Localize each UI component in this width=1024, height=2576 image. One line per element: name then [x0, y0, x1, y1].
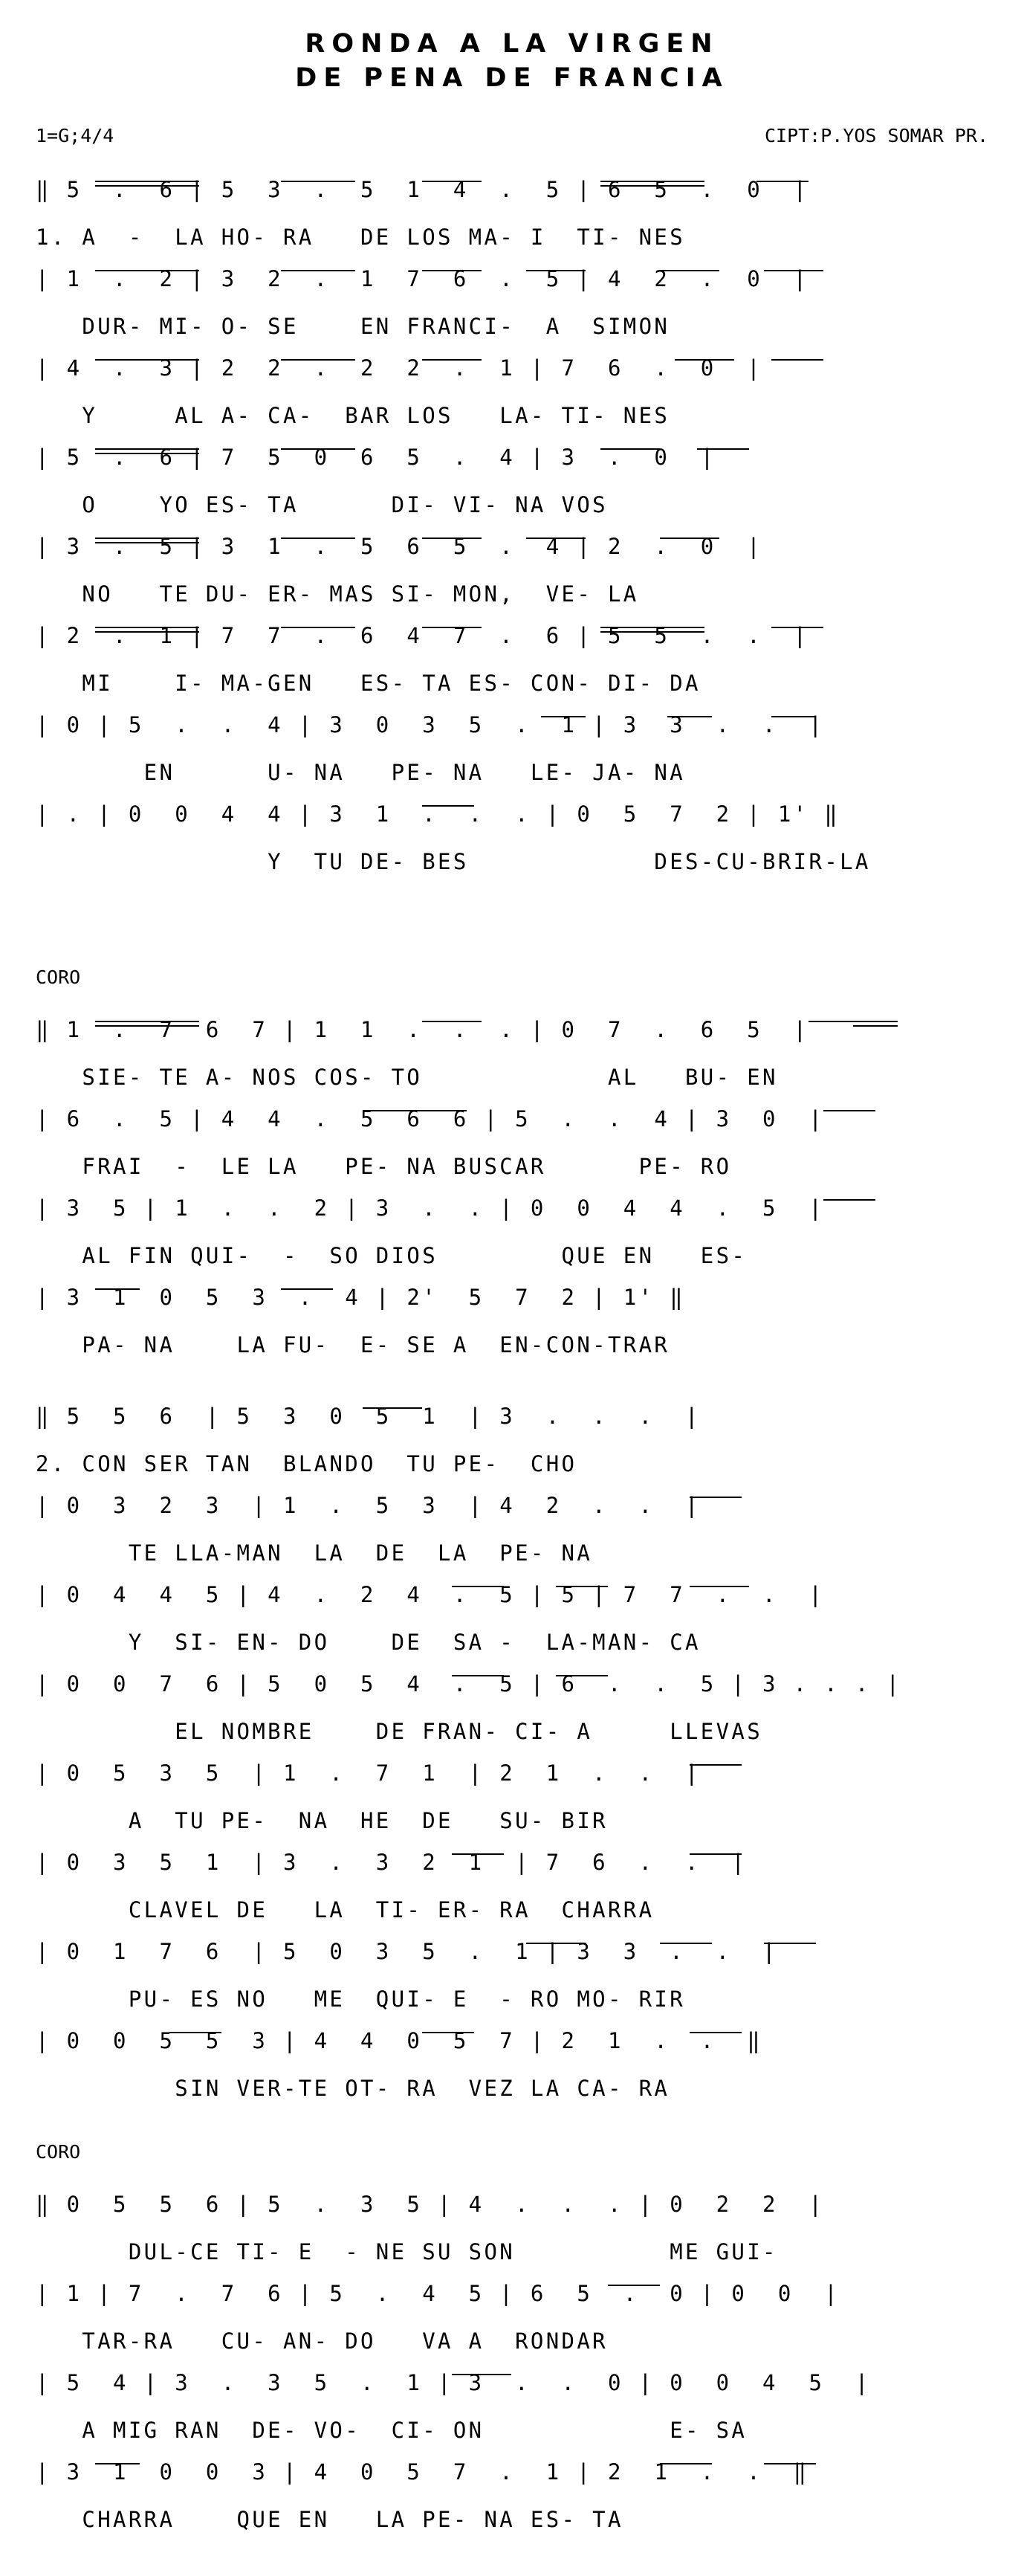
notation-line: | 3 1 0 0 3 | 4 0 5 7 . 1 | 2 1 . . ‖: [36, 2459, 809, 2485]
lyric-line: A MIG RAN DE- VO- CI- ON E- SA: [36, 2418, 748, 2443]
notation-line: | . | 0 0 4 4 | 3 1 . . . | 0 5 7 2 | 1' ‖: [36, 801, 840, 827]
notation-line: | 0 5 3 5 | 1 . 7 1 | 2 1 . . |: [36, 1760, 701, 1786]
notation-line: | 0 0 7 6 | 5 0 5 4 . 5 | 6 . . 5 | 3 . . . |: [36, 1671, 902, 1697]
lyric-line: SIN VER-TE OT- RA VEZ LA CA- RA: [36, 2076, 670, 2101]
lyric-line: 2. CON SER TAN BLANDO TU PE- CHO: [36, 1451, 577, 1476]
lyric-line: DUL-CE TI- E - NE SU SON ME GUI-: [36, 2239, 778, 2265]
notation-line: ‖ 0 5 5 6 | 5 . 3 5 | 4 . . . | 0 2 2 |: [36, 2192, 825, 2217]
credit-line: CIPT:P.YOS SOMAR PR.: [764, 125, 988, 146]
notation-line: | 0 4 4 5 | 4 . 2 4 . 5 | 5 | 7 7 . . |: [36, 1582, 825, 1607]
notation-line: | 5 . 6 | 7 5 0 6 5 . 4 | 3 . 0 |: [36, 445, 716, 470]
lyric-line: Y TU DE- BES DES-CU-BRIR-LA: [36, 849, 871, 874]
lyric-line: 1. A - LA HO- RA DE LOS MA- I TI- NES: [36, 225, 685, 250]
coro-label: CORO: [36, 966, 81, 988]
title-line-1: RONDA A LA VIRGEN: [305, 29, 719, 59]
lyric-line: Y AL A- CA- BAR LOS LA- TI- NES: [36, 403, 670, 428]
lyric-line: PU- ES NO ME QUI- E - RO MO- RIR: [36, 1986, 685, 2012]
notation-line: | 1 . 2 | 3 2 . 1 7 6 . 5 | 4 2 . 0 |: [36, 266, 809, 291]
lyric-line: DUR- MI- O- SE EN FRANCI- A SIMON: [36, 314, 670, 339]
lyric-line: EL NOMBRE DE FRAN- CI- A LLEVAS: [36, 1719, 763, 1744]
notation-line: | 0 1 7 6 | 5 0 3 5 . 1 | 3 3 . . |: [36, 1939, 778, 1964]
lyric-line: AL FIN QUI- - SO DIOS QUE EN ES-: [36, 1243, 748, 1268]
notation-line: ‖ 5 . 6 | 5 3 . 5 1 4 . 5 | 6 5 . 0 |: [36, 177, 809, 202]
lyric-line: PA- NA LA FU- E- SE A EN-CON-TRAR: [36, 1332, 670, 1358]
lyric-line: Y SI- EN- DO DE SA - LA-MAN- CA: [36, 1630, 701, 1655]
lyric-line: CLAVEL DE LA TI- ER- RA CHARRA: [36, 1897, 655, 1923]
notation-line: ‖ 1 . 7 6 7 | 1 1 . . . | 0 7 . 6 5 |: [36, 1017, 809, 1042]
lyric-line: CHARRA QUE EN LA PE- NA ES- TA: [36, 2507, 623, 2532]
lyric-line: MI I- MA-GEN ES- TA ES- CON- DI- DA: [36, 671, 701, 696]
lyric-line: TE LLA-MAN LA DE LA PE- NA: [36, 1540, 593, 1566]
title-line-2: DE PENA DE FRANCIA: [295, 63, 729, 93]
lyric-line: SIE- TE A- NOS COS- TO AL BU- EN: [36, 1065, 778, 1090]
notation-line: | 0 3 2 3 | 1 . 5 3 | 4 2 . . |: [36, 1493, 701, 1518]
notation-line: | 0 | 5 . . 4 | 3 0 3 5 . 1 | 3 3 . . |: [36, 712, 825, 737]
lyric-line: EN U- NA PE- NA LE- JA- NA: [36, 760, 685, 785]
coro-label: CORO: [36, 2141, 81, 2163]
notation-line: | 4 . 3 | 2 2 . 2 2 . 1 | 7 6 . 0 |: [36, 355, 763, 381]
notation-line: | 2 . 1 | 7 7 . 6 4 7 . 6 | 5 5 . . |: [36, 623, 809, 648]
notation-line: | 0 3 5 1 | 3 . 3 2 1 | 7 6 . . |: [36, 1850, 748, 1875]
notation-line: | 0 0 5 5 3 | 4 4 0 5 7 | 2 1 . . ‖: [36, 2028, 763, 2053]
lyric-line: TAR-RA CU- AN- DO VA A RONDAR: [36, 2328, 608, 2354]
lyric-line: A TU PE- NA HE DE SU- BIR: [36, 1808, 608, 1833]
notation-line: | 5 4 | 3 . 3 5 . 1 | 3 . . 0 | 0 0 4 5 |: [36, 2370, 871, 2395]
notation-line: | 3 . 5 | 3 1 . 5 6 5 . 4 | 2 . 0 |: [36, 534, 763, 559]
lyric-line: FRAI - LE LA PE- NA BUSCAR PE- RO: [36, 1154, 732, 1179]
notation-line: | 3 1 0 5 3 . 4 | 2' 5 7 2 | 1' ‖: [36, 1285, 685, 1310]
notation-line: ‖ 5 5 6 | 5 3 0 5 1 | 3 . . . |: [36, 1404, 701, 1429]
notation-line: | 6 . 5 | 4 4 . 5 6 6 | 5 . . 4 | 3 0 |: [36, 1106, 825, 1132]
song-title: [0, 27, 1024, 95]
notation-line: | 1 | 7 . 7 6 | 5 . 4 5 | 6 5 . 0 | 0 0 |: [36, 2281, 840, 2306]
lyric-line: NO TE DU- ER- MAS SI- MON, VE- LA: [36, 581, 639, 607]
notation-line: | 3 5 | 1 . . 2 | 3 . . | 0 0 4 4 . 5 |: [36, 1195, 825, 1221]
key-signature: 1=G;4/4: [36, 125, 114, 146]
lyric-line: O YO ES- TA DI- VI- NA VOS: [36, 492, 608, 517]
